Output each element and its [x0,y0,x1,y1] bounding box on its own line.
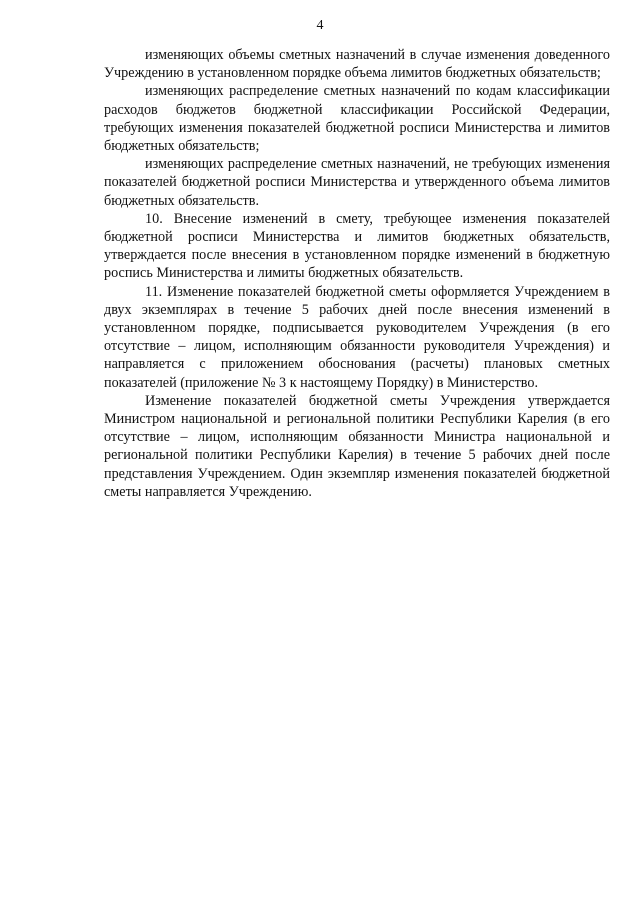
paragraph-budget-limits-change: изменяющих объемы сметных назначений в случае изменения доведенного Учреждению в установленном порядке объема лимитов бюджетных обязательств; [104,47,610,82]
paragraph-clause-11: 11. Изменение показателей бюджетной сметы оформляется Учреждением в двух экземплярах в течение 5 рабочих дней после внесения изменений в установленном порядке, подписывается руководителем Учреждения (в его отсутствие – лицом, исполняющим обязанности руководителя Учреждения) и направляется с приложением обоснования (расчеты) плановых сметных показателей (приложение № 3 к настоящему Порядку) в Министерство. [104,283,610,391]
document-body [104,46,610,501]
paragraph-classification-codes-change: изменяющих распределение сметных назначений по кодам классификации расходов бюджетов бюджетной классификации Российской Федерации, требующих изменения показателей бюджетной росписи Министерства и лимитов бюджетных обязательств; [104,83,610,155]
paragraph-distribution-without-change: изменяющих распределение сметных назначений, не требующих изменения показателей бюджетной росписи Министерства и утвержденного объема лимитов бюджетных обязательств. [104,156,610,209]
page-number: 4 [316,18,324,33]
paragraph-approval: Изменение показателей бюджетной сметы Учреждения утверждается Министром национальной и региональной политики Республики Карелия (в его отсутствие – лицом, исполняющим обязанности Министра национальной и региональной политики Республики Карелия) в течение 5 рабочих дней после представления Учреждением. Один экземпляр изменения показателей бюджетной сметы направляется Учреждению. [104,392,610,500]
paragraph-clause-10: 10. Внесение изменений в смету, требующее изменения показателей бюджетной росписи Министерства и лимитов бюджетных обязательств, утверждается после внесения в установленном порядке изменений в бюджетную роспись Министерства и лимиты бюджетных обязательств. [104,210,610,282]
